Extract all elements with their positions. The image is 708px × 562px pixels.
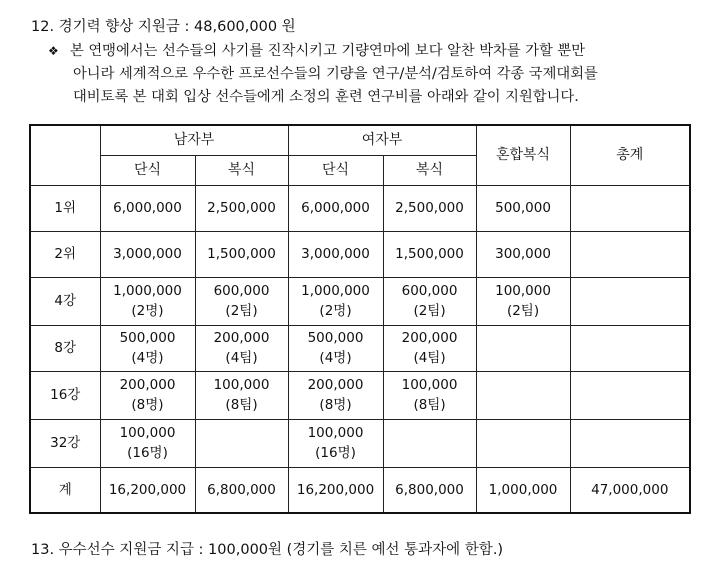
prize-amount: 6,800,000 bbox=[207, 481, 276, 498]
prize-cell bbox=[476, 185, 570, 231]
rank-cell: 8강 bbox=[30, 325, 100, 371]
prize-count: (2팀) bbox=[413, 303, 446, 319]
prize-amount: 100,000 bbox=[213, 377, 270, 393]
prize-cell bbox=[288, 419, 383, 467]
diamond-bullet-icon: ❖ bbox=[48, 44, 59, 58]
prize-cell bbox=[383, 231, 476, 277]
prize-amount: 1,000,000 bbox=[113, 283, 182, 299]
prize-amount: 3,000,000 bbox=[113, 246, 182, 262]
prize-amount: 200,000 bbox=[119, 377, 176, 393]
section-13-text: 13. 우수선수 지원금 지급 : 100,000원 (경기를 치른 예선 통과자에 한함.) bbox=[31, 542, 504, 558]
header-women-doubles: 복식 bbox=[383, 155, 476, 185]
section-12-paragraph bbox=[48, 40, 598, 109]
prize-cell bbox=[195, 325, 288, 371]
table-row bbox=[30, 231, 690, 277]
prize-amount: 47,000,000 bbox=[591, 481, 669, 498]
paragraph-line: ❖ 본 연맹에서는 선수들의 사기를 진작시키고 기량연마에 보다 알찬 박차를 가할 뿐만 bbox=[48, 40, 598, 63]
prize-cell bbox=[476, 371, 570, 419]
prize-amount: 200,000 bbox=[307, 377, 364, 393]
prize-count: (4팀) bbox=[413, 350, 446, 366]
prize-amount: 1,000,000 bbox=[301, 283, 370, 299]
prize-cell bbox=[570, 371, 690, 419]
prize-count: (16명) bbox=[127, 445, 168, 461]
paragraph-line: 아니라 세계적으로 우수한 프로선수들의 기량을 연구/분석/검토하여 각종 국제대회를 bbox=[73, 66, 598, 82]
prize-count: (4팀) bbox=[225, 350, 258, 366]
prize-amount: 500,000 bbox=[119, 330, 176, 346]
prize-cell bbox=[570, 467, 690, 513]
prize-amount: 200,000 bbox=[213, 330, 270, 346]
rank-cell: 4강 bbox=[30, 277, 100, 325]
header-women: 여자부 bbox=[288, 125, 476, 155]
prize-cell bbox=[100, 277, 195, 325]
prize-count: (2팀) bbox=[506, 303, 540, 319]
prize-cell bbox=[100, 467, 195, 513]
prize-count: (2팀) bbox=[225, 303, 258, 319]
prize-cell bbox=[476, 231, 570, 277]
table-row bbox=[30, 185, 690, 231]
header-men: 남자부 bbox=[100, 125, 288, 155]
prize-amount: 2,500,000 bbox=[207, 200, 276, 216]
rank-cell: 계 bbox=[30, 467, 100, 513]
prize-amount: 6,000,000 bbox=[113, 200, 182, 216]
prize-count: (2명) bbox=[131, 303, 164, 319]
prize-cell bbox=[288, 277, 383, 325]
prize-amount: 6,000,000 bbox=[301, 200, 370, 216]
prize-cell bbox=[195, 419, 288, 467]
table-row bbox=[30, 325, 690, 371]
prize-cell bbox=[100, 419, 195, 467]
rank-cell: 1위 bbox=[30, 185, 100, 231]
prize-cell bbox=[383, 325, 476, 371]
table-row bbox=[30, 371, 690, 419]
prize-cell bbox=[383, 467, 476, 513]
prize-cell bbox=[195, 467, 288, 513]
prize-cell bbox=[195, 277, 288, 325]
prize-cell bbox=[288, 467, 383, 513]
section-12-heading: 12. 경기력 향상 지원금 : 48,600,000 원 bbox=[31, 19, 296, 35]
prize-cell bbox=[195, 185, 288, 231]
prize-amount: 100,000 bbox=[495, 283, 551, 299]
prize-cell bbox=[383, 419, 476, 467]
prize-amount: 1,500,000 bbox=[395, 246, 464, 262]
paragraph-line: 대비토록 본 대회 입상 선수들에게 소정의 훈련 연구비를 아래와 같이 지원합니다. bbox=[73, 89, 579, 105]
prize-cell bbox=[570, 185, 690, 231]
rank-cell: 2위 bbox=[30, 231, 100, 277]
prize-cell bbox=[100, 231, 195, 277]
prize-cell bbox=[476, 277, 570, 325]
prize-count: (8팀) bbox=[225, 397, 258, 413]
prize-cell bbox=[570, 277, 690, 325]
prize-count: (8명) bbox=[319, 397, 352, 413]
prize-count: (16명) bbox=[315, 445, 356, 461]
prize-cell bbox=[383, 185, 476, 231]
prize-cell bbox=[288, 371, 383, 419]
prize-amount: 3,000,000 bbox=[301, 246, 370, 262]
prize-cell bbox=[383, 371, 476, 419]
prize-amount: 1,500,000 bbox=[207, 246, 276, 262]
header-men-doubles: 복식 bbox=[195, 155, 288, 185]
prize-cell bbox=[383, 277, 476, 325]
corner-cell bbox=[30, 125, 100, 185]
table-row bbox=[30, 419, 690, 467]
prize-cell bbox=[570, 325, 690, 371]
prize-cell bbox=[100, 185, 195, 231]
prize-table bbox=[29, 124, 691, 514]
prize-amount: 16,200,000 bbox=[296, 481, 375, 498]
prize-amount: 300,000 bbox=[495, 246, 551, 262]
prize-count: (8팀) bbox=[413, 397, 446, 413]
prize-amount: 600,000 bbox=[401, 283, 458, 299]
prize-cell bbox=[476, 467, 570, 513]
prize-amount: 2,500,000 bbox=[395, 200, 464, 216]
prize-amount: 6,800,000 bbox=[395, 481, 464, 498]
prize-amount: 16,200,000 bbox=[108, 481, 187, 498]
prize-cell bbox=[195, 231, 288, 277]
header-women-singles: 단식 bbox=[288, 155, 383, 185]
table-row bbox=[30, 467, 690, 513]
table-row bbox=[30, 277, 690, 325]
prize-amount: 500,000 bbox=[307, 330, 364, 346]
prize-count: (4명) bbox=[319, 350, 352, 366]
prize-cell bbox=[288, 325, 383, 371]
prize-count: (8명) bbox=[131, 397, 164, 413]
prize-count: (2명) bbox=[319, 303, 352, 319]
prize-amount: 500,000 bbox=[495, 200, 551, 216]
prize-amount: 100,000 bbox=[401, 377, 458, 393]
prize-cell bbox=[195, 371, 288, 419]
prize-cell bbox=[476, 419, 570, 467]
prize-cell bbox=[288, 231, 383, 277]
prize-cell bbox=[476, 325, 570, 371]
prize-count: (4명) bbox=[131, 350, 164, 366]
prize-amount: 1,000,000 bbox=[488, 481, 558, 498]
prize-cell bbox=[570, 231, 690, 277]
header-men-singles: 단식 bbox=[100, 155, 195, 185]
prize-cell bbox=[288, 185, 383, 231]
rank-cell: 32강 bbox=[30, 419, 100, 467]
prize-amount: 200,000 bbox=[401, 330, 458, 346]
prize-cell bbox=[570, 419, 690, 467]
rank-cell: 16강 bbox=[30, 371, 100, 419]
prize-cell bbox=[100, 325, 195, 371]
header-total: 총계 bbox=[570, 125, 690, 185]
prize-amount: 100,000 bbox=[119, 425, 176, 441]
header-mixed-doubles: 혼합복식 bbox=[476, 125, 570, 185]
prize-amount: 100,000 bbox=[307, 425, 364, 441]
prize-cell bbox=[100, 371, 195, 419]
prize-amount: 600,000 bbox=[213, 283, 270, 299]
